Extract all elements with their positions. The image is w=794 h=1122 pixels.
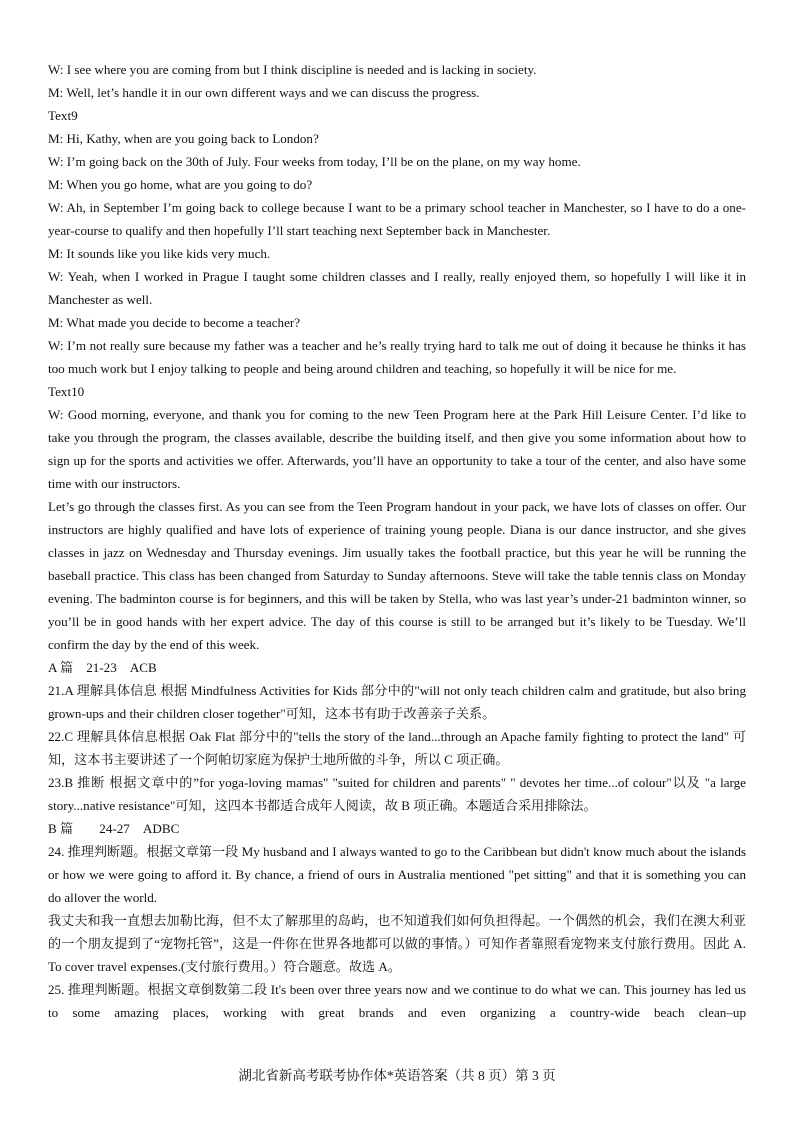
answer-explanation: 22.C 理解具体信息根据 Oak Flat 部分中的"tells the story of the land...through an Apache family fighting to protect the land" 可知，这本书主要讲述了一个阿帕切家庭为保护土地所做的斗争，所以 C 项正确。 <box>48 729 746 767</box>
section-heading: Text9 <box>48 108 78 123</box>
dialogue-line: W: Ah, in September I’m going back to college because I want to be a primary school teacher in Manchester, so I have to do a one-year-course to qualify and then hopefully I’ll start teaching next September back in Manchester. <box>48 200 746 238</box>
answer-translation: 我丈夫和我一直想去加勒比海，但不太了解那里的岛屿，也不知道我们如何负担得起。一个偶然的机会，我们在澳大利亚的一个朋友提到了“宠物托管”，这是一件你在世界各地都可以做的事情。）可知作者靠照看宠物来支付旅行费用。因此 A. To cover travel expenses.(支付旅行费用。）符合题意。故选 A。 <box>48 913 746 974</box>
answer-heading: A 篇 21-23 ACB <box>48 660 157 675</box>
dialogue-line: M: Well, let’s handle it in our own different ways and we can discuss the progress. <box>48 85 480 100</box>
answer-explanation: 21.A 理解具体信息 根据 Mindfulness Activities for Kids 部分中的"will not only teach children calm and gratitude, but also bring grown-ups and their children closer together"可知，这本书有助于改善亲子关系。 <box>48 683 746 721</box>
dialogue-line: M: When you go home, what are you going to do? <box>48 177 313 192</box>
dialogue-line: M: What made you decide to become a teacher? <box>48 315 301 330</box>
answer-heading: B 篇 24-27 ADBC <box>48 821 180 836</box>
dialogue-line: W: I’m not really sure because my father was a teacher and he’s really trying hard to talk me out of doing it because he thinks it has too much work but I enjoy talking to people and being around children and teaching, so hopefully it will be nice for me. <box>48 338 746 376</box>
dialogue-line: M: It sounds like you like kids very much. <box>48 246 271 261</box>
dialogue-line: W: I’m going back on the 30th of July. Four weeks from today, I’ll be on the plane, on my way home. <box>48 154 581 169</box>
dialogue-line: W: Yeah, when I worked in Prague I taught some children classes and I really, really enjoyed them, so hopefully I will like it in Manchester as well. <box>48 269 746 307</box>
answer-document <box>48 58 746 1024</box>
section-heading: Text10 <box>48 384 85 399</box>
answer-explanation: 25. 推理判断题。根据文章倒数第二段 It's been over three years now and we continue to do what we can. This journey has led us to some amazing places, working with great brands and even organizing a country-wide beach clean–up <box>48 982 746 1020</box>
answer-explanation: 23.B 推断 根据文章中的”for yoga-loving mamas" "suited for children and parents" " devotes her time...of colour"以及 "a large story...native resistance"可知，这四本书都适合成年人阅读，故 B 项正确。本题适合采用排除法。 <box>48 775 746 813</box>
monologue-paragraph: W: Good morning, everyone, and thank you for coming to the new Teen Program here at the Park Hill Leisure Center. I’d like to take you through the program, the classes available, describe the building itself, and then give you some information about how to sign up for the sports and activities we offer. Afterwards, you’ll have an opportunity to take a tour of the center, and also have some time with our instructors. <box>48 407 746 491</box>
dialogue-line: M: Hi, Kathy, when are you going back to London? <box>48 131 319 146</box>
monologue-paragraph: Let’s go through the classes first. As you can see from the Teen Program handout in your pack, we have lots of classes on offer. Our instructors are highly qualified and have lots of experience of training young people. Diana is our dance instructor, and she gives classes in jazz on Wednesday and Thursday evenings. Jim usually takes the football practice, but this year he will be running the baseball practice. This class has been changed from Saturday to Sunday afternoons. Steve will take the table tennis class on Monday evening. The badminton course is for beginners, and this will be taken by Stella, who was last year’s under-21 badminton winner, so you’ll be in good hands with her expert advice. The day of this course is still to be arranged but it’s likely to be Tuesday. We’ll confirm the day by the end of this week. <box>48 499 746 652</box>
page-footer: 湖北省新高考联考协作体*英语答案（共 8 页）第 3 页 <box>238 1068 556 1083</box>
dialogue-line: W: I see where you are coming from but I think discipline is needed and is lacking in society. <box>48 62 537 77</box>
answer-explanation: 24. 推理判断题。根据文章第一段 My husband and I always wanted to go to the Caribbean but didn't know much about the islands or how we were going to afford it. By chance, a friend of ours in Australia mentioned "pet sitting" and that it is something you can do allover the world. <box>48 844 746 905</box>
